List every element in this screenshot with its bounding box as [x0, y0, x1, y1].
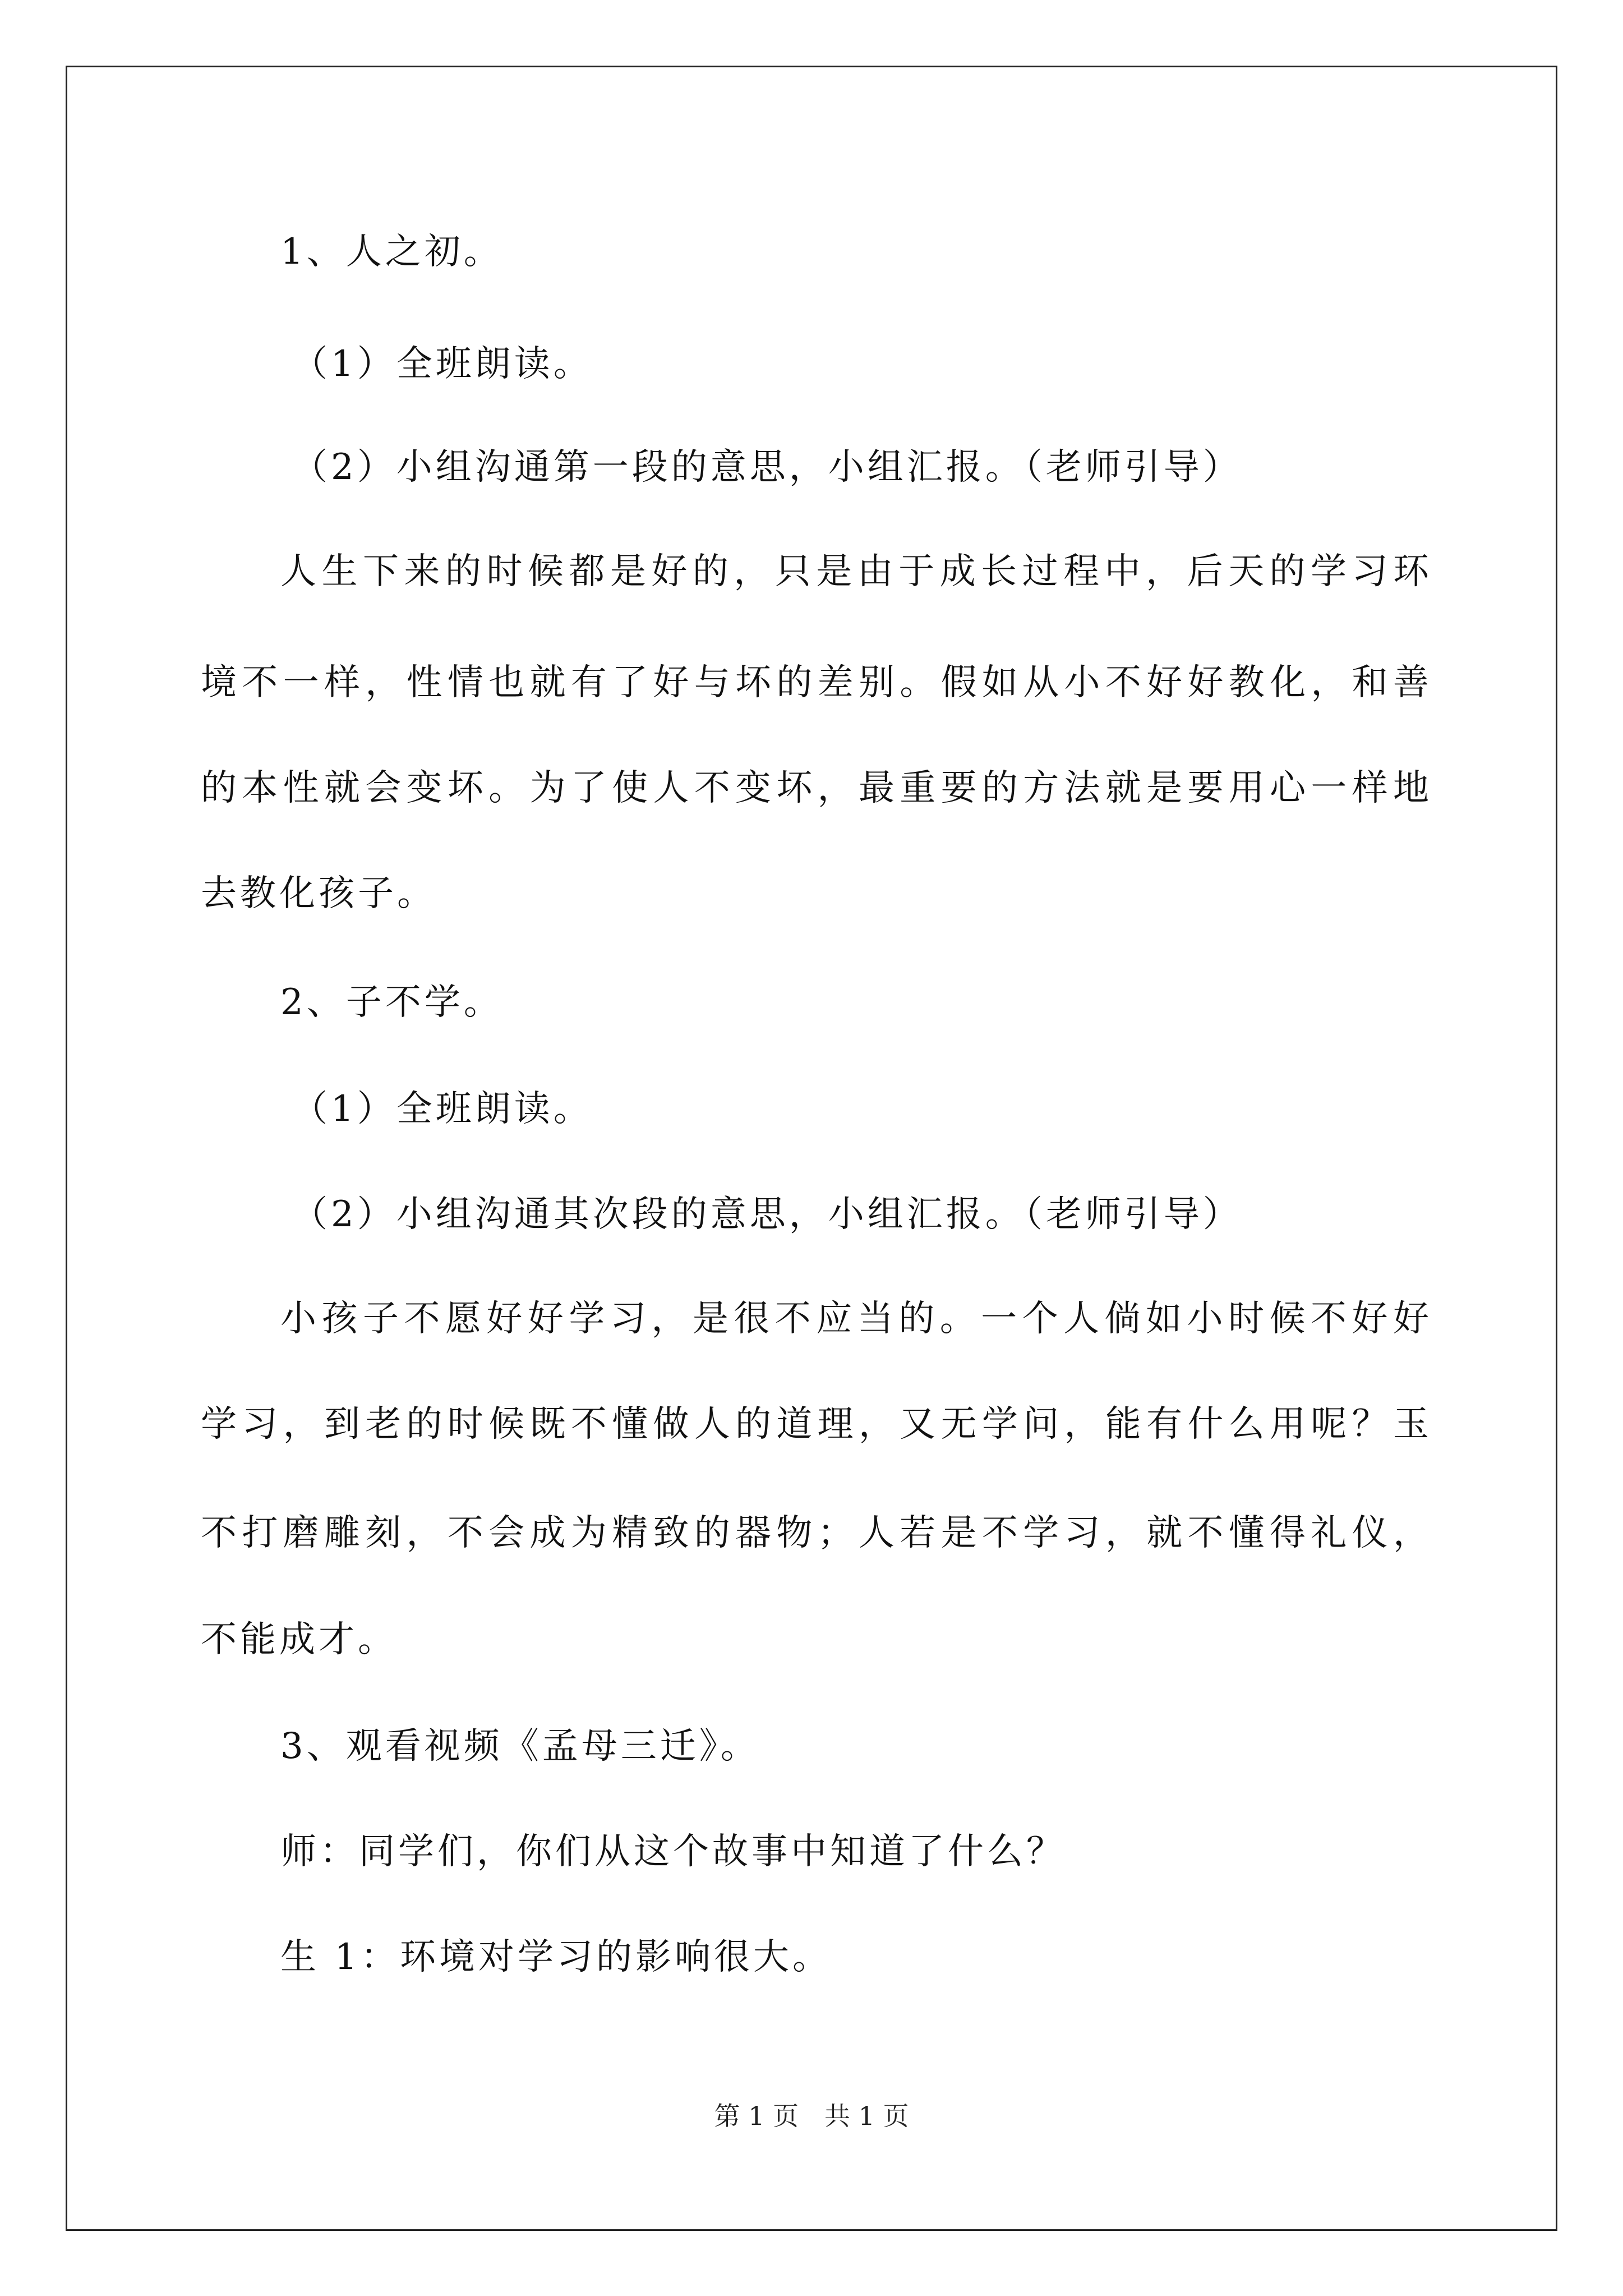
page-border	[66, 66, 1557, 2231]
paragraph-line: 的本性就会变坏。为了使人不变坏，最重要的方法就是要用心一样地	[201, 767, 1432, 809]
heading-1: 1、人之初。	[280, 231, 503, 273]
paragraph-line: 人生下来的时候都是好的，只是由于成长过程中，后天的学习环	[280, 551, 1432, 592]
page-footer: 第 1 页 共 1 页	[714, 2101, 909, 2131]
list-item: （1）全班朗读。	[292, 343, 593, 385]
list-item: （2）小组沟通第一段的意思，小组汇报。（老师引导）	[292, 447, 1242, 488]
dialogue-line: 生 1：环境对学习的影响很大。	[280, 1936, 832, 1978]
paragraph-line: 去教化孩子。	[201, 873, 436, 914]
heading-2: 2、子不学。	[280, 982, 503, 1023]
paragraph-line: 境不一样，性情也就有了好与坏的差别。假如从小不好好教化，和善	[201, 662, 1432, 703]
dialogue-line: 师：同学们，你们从这个故事中知道了什么？	[280, 1831, 1066, 1872]
heading-3: 3、观看视频《孟母三迁》。	[280, 1726, 760, 1767]
list-item: （1）全班朗读。	[292, 1088, 593, 1130]
paragraph-line: 小孩子不愿好好学习，是很不应当的。一个人倘如小时候不好好	[280, 1298, 1432, 1340]
paragraph-line: 学习，到老的时候既不懂做人的道理，又无学问，能有什么用呢？玉	[201, 1404, 1432, 1445]
paragraph-line: 不能成才。	[201, 1619, 397, 1660]
paragraph-line: 不打磨雕刻，不会成为精致的器物；人若是不学习，就不懂得礼仪，	[201, 1512, 1432, 1554]
list-item: （2）小组沟通其次段的意思，小组汇报。（老师引导）	[292, 1194, 1242, 1235]
